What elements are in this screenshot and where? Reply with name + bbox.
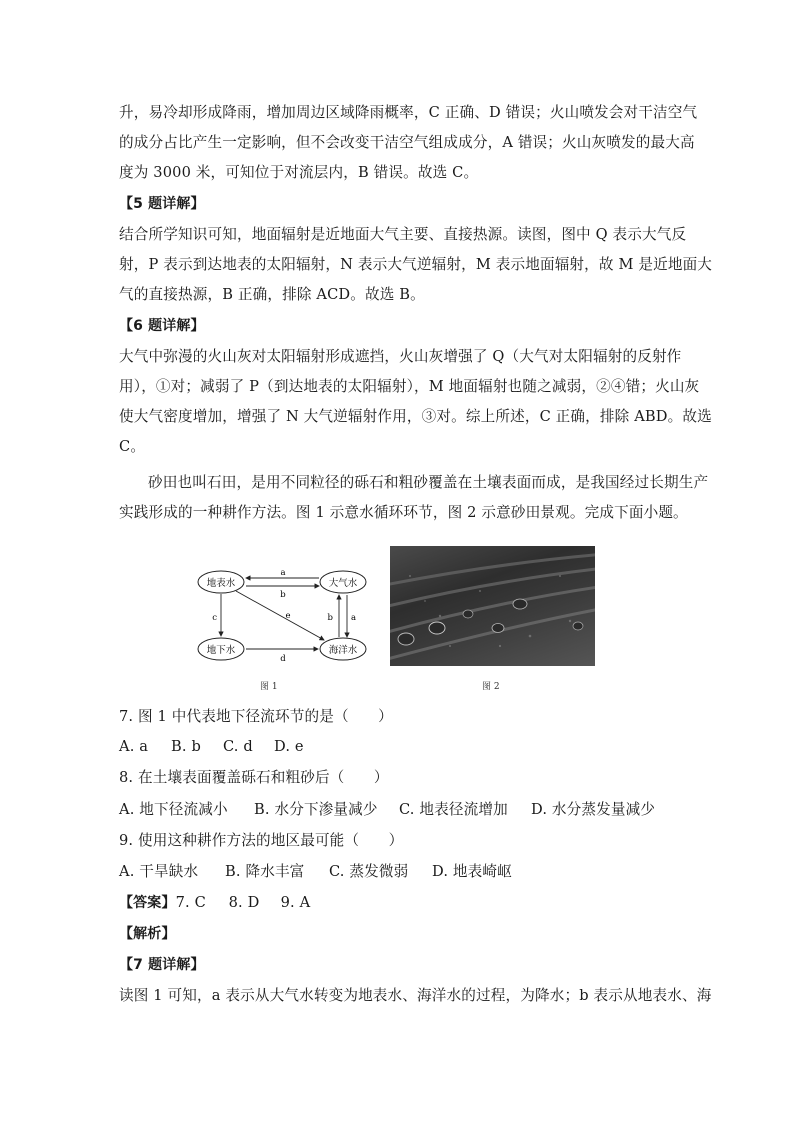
option[interactable]: C. d [223,738,253,755]
text-line: 结合所学知识可知，地面辐射是近地面大气主要、直接热源。读图，图中 Q 表示大气反 [119,226,687,243]
edge-label: a [280,568,286,578]
edge-label: c [212,613,217,623]
section-heading-5: 【5 题详解】 [119,196,205,212]
node-label: 大气水 [328,578,358,589]
option[interactable]: B. 水分下渗量减少 [254,801,378,818]
answer-line [119,893,679,913]
sand-field-image [390,546,595,666]
option[interactable]: D. 地表崎岖 [432,863,512,880]
option[interactable]: A. a [119,738,149,755]
figure1-caption: 图 1 [260,682,278,692]
text-line: 射，P 表示到达地表的太阳辐射，N 表示大气逆辐射，M 表示地面辐射，故 M 是近地面大 [119,256,713,273]
text-line: 使大气密度增加，增强了 N 大气逆辐射作用，③对。综上所述，C 正确，排除 ABD。故选 [119,408,712,425]
figure2-caption: 图 2 [482,682,500,692]
intro-line: 砂田也叫石田，是用不同粒径的砾石和粗砂覆盖在土壤表面而成，是我国经过长期生产 [148,474,709,491]
edge-label: e [285,611,291,621]
answer-label: 【答案】 [119,895,176,911]
question-7-stem: 7. 图 1 中代表地下径流环节的是（ ） [119,708,393,725]
answer-item: 7. C [175,894,206,911]
edge-label: d [280,654,286,664]
text-line: 气的直接热源，B 正确，排除 ACD。故选 B。 [119,286,425,303]
question-8-stem: 8. 在土壤表面覆盖砾石和粗砂后（ ） [119,769,389,786]
text-line: 升，易冷却形成降雨，增加周边区域降雨概率，C 正确、D 错误；火山喷发会对干洁空气 [119,104,698,121]
option[interactable]: B. 降水丰富 [225,863,305,880]
text-line: 读图 1 可知，a 表示从大气水转变为地表水、海洋水的过程，为降水；b 表示从地表水、海 [119,987,712,1004]
question-9-options [119,862,679,882]
section-heading-7: 【7 题详解】 [119,957,205,973]
text-line: 的成分占比产生一定影响，但不会改变干洁空气组成成分，A 错误；火山灰喷发的最大高 [119,134,695,151]
option[interactable]: A. 干旱缺水 [119,863,199,880]
question-9-stem: 9. 使用这种耕作方法的地区最可能（ ） [119,832,404,849]
text-line: C。 [119,438,146,455]
analysis-heading: 【解析】 [119,926,176,942]
water-cycle-diagram [196,560,376,670]
option[interactable]: A. 地下径流减小 [119,801,228,818]
node-label: 海洋水 [328,645,358,656]
text-line: 大气中弥漫的火山灰对太阳辐射形成遮挡，火山灰增强了 Q（大气对太阳辐射的反射作 [119,348,682,365]
section-heading-6: 【6 题详解】 [119,318,205,334]
question-8-options [119,800,679,820]
node-label: 地下水 [206,645,236,656]
option[interactable]: C. 蒸发微弱 [329,863,409,880]
node-label: 地表水 [206,578,236,589]
answer-item: 9. A [280,894,311,911]
text-line: 度为 3000 米，可知位于对流层内，B 错误。故选 C。 [119,164,479,181]
intro-line: 实践形成的一种耕作方法。图 1 示意水循环环节，图 2 示意砂田景观。完成下面小题。 [119,504,688,521]
edge-label: b [280,590,286,600]
option[interactable]: C. 地表径流增加 [399,801,508,818]
edge-label: a [351,613,357,623]
question-7-options [119,737,679,757]
option[interactable]: B. b [171,738,201,755]
option[interactable]: D. 水分蒸发量减少 [531,801,656,818]
sand-field-photo [390,546,595,666]
option[interactable]: D. e [274,738,304,755]
text-line: 用），①对；减弱了 P（到达地表的太阳辐射），M 地面辐射也随之减弱，②④错；火山灰 [119,378,700,395]
answer-item: 8. D [228,894,260,911]
edge-label: b [327,613,333,623]
